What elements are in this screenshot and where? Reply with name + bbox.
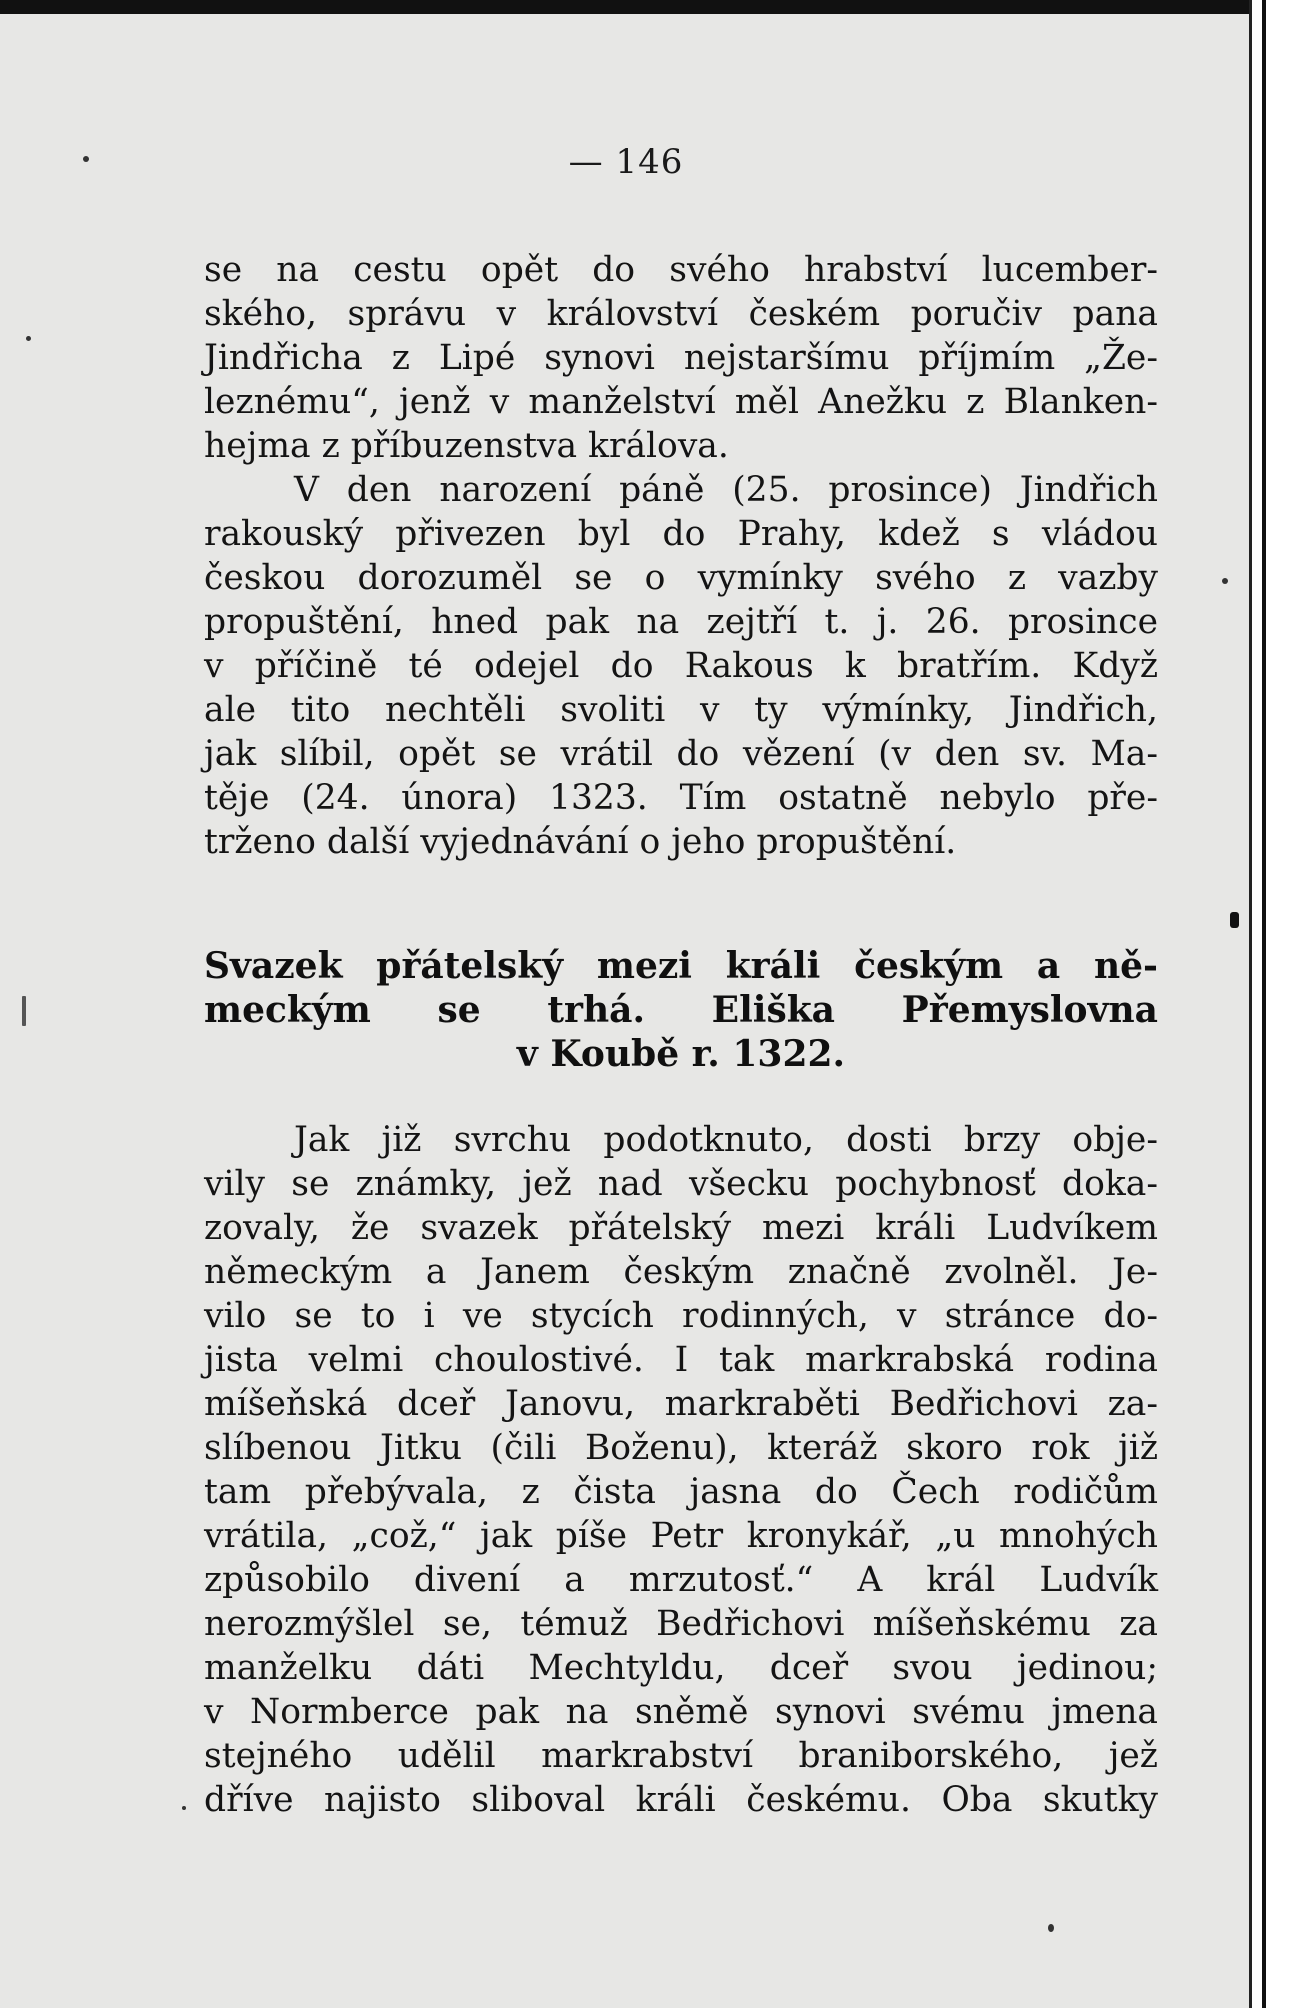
text-line: Jak již svrchu podotknuto, dosti brzy obje- xyxy=(294,1120,1158,1160)
text-line: tam přebývala, z čista jasna do Čech rodičům xyxy=(204,1472,1158,1512)
text-line: vilo se to i ve stycích rodinných, v stránce do- xyxy=(204,1296,1158,1336)
text-line: nerozmýšlel se, témuž Bedřichovi míšeňskému za xyxy=(204,1604,1158,1644)
scan-speck xyxy=(26,336,31,341)
scan-top-edge xyxy=(0,0,1252,14)
scan-speck xyxy=(22,996,26,1026)
text-line: hejma z příbuzenstva králova. xyxy=(204,426,729,466)
text-line: vrátila, „což,“ jak píše Petr kronykář, „u mnohých xyxy=(204,1516,1158,1556)
paragraph-alliance xyxy=(204,1118,1158,1822)
scan-speck xyxy=(1230,912,1239,928)
text-line: rakouský přivezen byl do Prahy, kdež s vládou xyxy=(204,514,1158,554)
page-number: — 146 xyxy=(568,142,684,182)
text-line: těje (24. února) 1323. Tím ostatně nebylo pře- xyxy=(204,778,1158,818)
paragraph-christmas xyxy=(204,468,1158,864)
text-line: míšeňská dceř Janovu, markraběti Bedřichovi za- xyxy=(204,1384,1158,1424)
text-line: vily se známky, jež nad všecku pochybnosť doka- xyxy=(204,1164,1158,1204)
text-line: v Normberce pak na sněmě synovi svému jmena xyxy=(204,1692,1158,1732)
text-line: jista velmi choulostivé. I tak markrabská rodina xyxy=(204,1340,1158,1380)
text-line: leznému“, jenž v manželství měl Anežku z Blanken- xyxy=(204,382,1158,422)
paragraph-continuation xyxy=(204,248,1158,468)
text-line: se na cestu opět do svého hrabství lucember- xyxy=(204,250,1158,290)
text-line: v příčině té odejel do Rakous k bratřím. Když xyxy=(204,646,1158,686)
text-line: manželku dáti Mechtyldu, dceř svou jedinou; xyxy=(204,1648,1158,1688)
text-line: německým a Janem českým značně zvolněl. Je- xyxy=(204,1252,1158,1292)
text-line: zovaly, že svazek přátelský mezi králi Ludvíkem xyxy=(204,1208,1158,1248)
text-line: stejného udělil markrabství braniborského, jež xyxy=(204,1736,1158,1776)
section-heading xyxy=(204,944,1158,1076)
scan-right-edge xyxy=(1262,0,1266,2008)
text-line: českou dorozuměl se o vymínky svého z vazby xyxy=(204,558,1158,598)
text-line: propuštění, hned pak na zejtří t. j. 26. prosince xyxy=(204,602,1158,642)
text-line: trženo další vyjednávání o jeho propuštění. xyxy=(204,822,957,862)
heading-line: v Koubě r. 1322. xyxy=(516,1033,846,1075)
text-line: V den narození páně (25. prosince) Jindřich xyxy=(294,470,1158,510)
scan-speck xyxy=(1048,1924,1054,1932)
text-line: způsobilo divení a mrzutosť.“ A král Ludvík xyxy=(204,1560,1158,1600)
text-line: ale tito nechtěli svoliti v ty výmínky, Jindřich, xyxy=(204,690,1158,730)
text-line: slíbenou Jitku (čili Boženu), kteráž skoro rok již xyxy=(204,1428,1158,1468)
scan-speck xyxy=(182,1806,186,1810)
scan-margin xyxy=(1252,0,1292,2008)
scan-speck xyxy=(1222,578,1228,584)
heading-line: meckým se trhá. Eliška Přemyslovna xyxy=(204,989,1158,1031)
heading-line: Svazek přátelský mezi králi českým a ně- xyxy=(204,945,1158,987)
text-line: ského, správu v království českém poručiv pana xyxy=(204,294,1158,334)
text-line: dříve najisto sliboval králi českému. Oba skutky xyxy=(204,1780,1158,1820)
text-line: jak slíbil, opět se vrátil do vězení (v den sv. Ma- xyxy=(204,734,1158,774)
text-line: Jindřicha z Lipé synovi nejstaršímu příjmím „Že- xyxy=(204,338,1158,378)
